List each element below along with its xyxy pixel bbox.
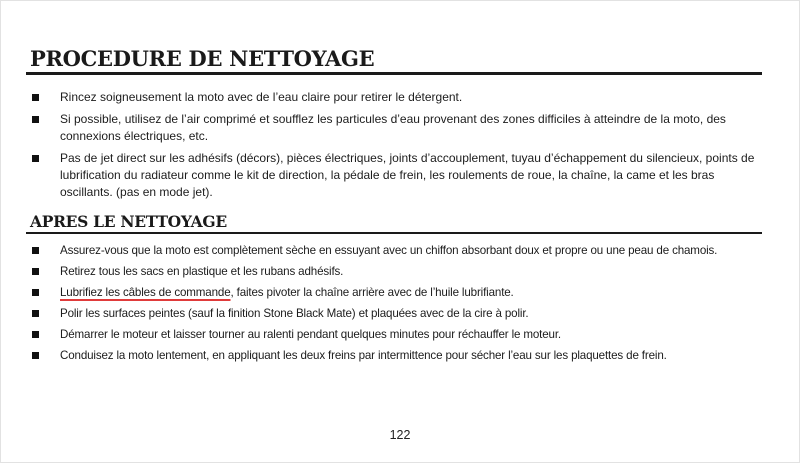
apres-list xyxy=(30,242,770,368)
bullet-square-icon xyxy=(32,116,39,123)
list-item-lubrification xyxy=(30,284,770,301)
section-title-apres: APRES LE NETTOYAGE xyxy=(30,212,227,231)
bullet-square-icon xyxy=(32,155,39,162)
procedure-list xyxy=(30,89,770,206)
section-title-procedure: PROCEDURE DE NETTOYAGE xyxy=(30,46,375,71)
list-item xyxy=(30,263,770,280)
list-item-text: Retirez tous les sacs en plastique et les rubans adhésifs. xyxy=(60,265,344,278)
list-item-text: Rincez soigneusement la moto avec de l’eau claire pour retirer le détergent. xyxy=(60,90,463,104)
list-item-text: Conduisez la moto lentement, en appliquant les deux freins par intermittence pour sécher l’eau sur les plaquettes de frein. xyxy=(60,349,667,362)
highlighted-text: Lubrifiez les câbles de commande xyxy=(60,286,231,299)
bullet-square-icon xyxy=(32,289,39,296)
bullet-square-icon xyxy=(32,268,39,275)
list-item-text: , faites pivoter la chaîne arrière avec de l’huile lubrifiante. xyxy=(230,286,514,299)
list-item xyxy=(30,305,770,322)
bullet-square-icon xyxy=(32,247,39,254)
list-item-text: Démarrer le moteur et laisser tourner au ralenti pendant quelques minutes pour réchauffer le moteur. xyxy=(60,328,561,341)
list-item xyxy=(30,347,770,364)
bullet-square-icon xyxy=(32,352,39,359)
list-item xyxy=(30,89,770,106)
list-item-text: Si possible, utilisez de l’air comprimé et soufflez les particules d’eau provenant des zones difficiles à atteindre de la moto, des connexions électriques, etc. xyxy=(60,112,726,143)
bullet-square-icon xyxy=(32,94,39,101)
list-item-text: Pas de jet direct sur les adhésifs (décors), pièces électriques, joints d’accouplement, tuyau d’échappement du silencieux, points de lubrification du radiateur comme le kit de direction, la pédale de frein, les roulements de roue, la chaîne, la came et les bras oscillants. (pas en mode jet). xyxy=(60,151,755,199)
list-item-text: Assurez-vous que la moto est complètement sèche en essuyant avec un chiffon absorbant doux et propre ou une peau de chamois. xyxy=(60,244,718,257)
page-number: 122 xyxy=(389,428,411,442)
list-item xyxy=(30,111,770,145)
bullet-square-icon xyxy=(32,331,39,338)
list-item xyxy=(30,242,770,259)
section-divider xyxy=(26,232,762,234)
list-item xyxy=(30,326,770,343)
bullet-square-icon xyxy=(32,310,39,317)
list-item-text: Polir les surfaces peintes (sauf la finition Stone Black Mate) et plaquées avec de la cire à polir. xyxy=(60,307,529,320)
list-item xyxy=(30,150,770,201)
section-divider xyxy=(26,72,762,75)
